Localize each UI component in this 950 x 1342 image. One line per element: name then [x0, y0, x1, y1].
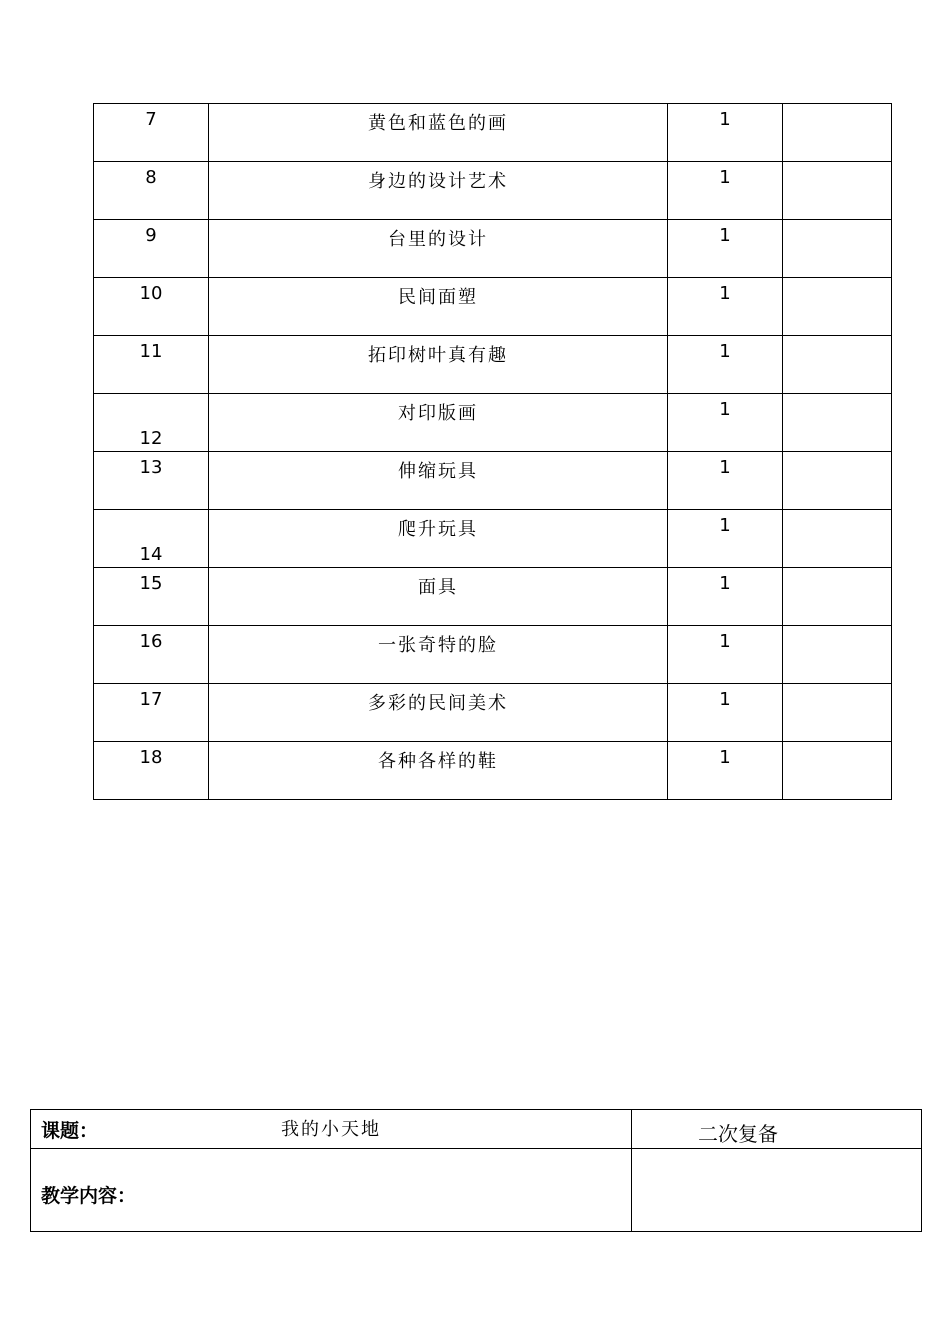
lesson-number: 11	[94, 336, 209, 394]
lesson-number: 16	[94, 626, 209, 684]
lesson-title: 拓印树叶真有趣	[209, 336, 668, 394]
lesson-hours: 1	[668, 278, 783, 336]
content-row	[31, 1149, 922, 1232]
table-row	[94, 568, 892, 626]
lesson-plan-table	[30, 1109, 922, 1232]
lesson-note	[783, 510, 892, 568]
lesson-note	[783, 742, 892, 800]
review-header-cell	[632, 1110, 922, 1149]
review-notes-cell	[632, 1149, 922, 1232]
lesson-number: 18	[94, 742, 209, 800]
table-row	[94, 394, 892, 452]
lesson-number: 7	[94, 104, 209, 162]
content-cell	[31, 1149, 632, 1232]
lesson-note	[783, 104, 892, 162]
lesson-number: 13	[94, 452, 209, 510]
teaching-content-label: 教学内容：	[41, 1185, 137, 1207]
lesson-note	[783, 394, 892, 452]
table-row	[94, 104, 892, 162]
lesson-hours: 1	[668, 742, 783, 800]
lesson-title: 多彩的民间美术	[209, 684, 668, 742]
table-row	[94, 452, 892, 510]
lesson-title: 台里的设计	[209, 220, 668, 278]
lesson-hours: 1	[668, 162, 783, 220]
lesson-number: 10	[94, 278, 209, 336]
lesson-title: 一张奇特的脸	[209, 626, 668, 684]
table-row	[94, 162, 892, 220]
topic-row	[31, 1110, 922, 1149]
lesson-note	[783, 684, 892, 742]
lesson-note	[783, 626, 892, 684]
lesson-title: 各种各样的鞋	[209, 742, 668, 800]
lesson-title: 爬升玩具	[209, 510, 668, 568]
table-row	[94, 336, 892, 394]
table-row	[94, 626, 892, 684]
lesson-title: 伸缩玩具	[209, 452, 668, 510]
topic-cell	[31, 1110, 632, 1149]
lesson-number: 14	[94, 510, 209, 568]
lesson-number: 9	[94, 220, 209, 278]
table-row	[94, 510, 892, 568]
lesson-note	[783, 278, 892, 336]
topic-value: 我的小天地	[281, 1119, 381, 1140]
lesson-number: 12	[94, 394, 209, 452]
lesson-hours: 1	[668, 452, 783, 510]
lesson-title: 面具	[209, 568, 668, 626]
table-row	[94, 220, 892, 278]
lesson-hours: 1	[668, 568, 783, 626]
lesson-note	[783, 162, 892, 220]
lesson-hours: 1	[668, 336, 783, 394]
lesson-hours: 1	[668, 104, 783, 162]
lesson-number: 8	[94, 162, 209, 220]
topic-label: 课题：	[41, 1120, 99, 1142]
lesson-number: 17	[94, 684, 209, 742]
lesson-hours: 1	[668, 626, 783, 684]
lesson-title: 身边的设计艺术	[209, 162, 668, 220]
second-review-label: 二次复备	[698, 1122, 778, 1146]
lesson-hours: 1	[668, 510, 783, 568]
lesson-title: 黄色和蓝色的画	[209, 104, 668, 162]
table-row	[94, 742, 892, 800]
table-row	[94, 278, 892, 336]
lesson-title: 对印版画	[209, 394, 668, 452]
lesson-hours: 1	[668, 684, 783, 742]
lesson-note	[783, 336, 892, 394]
lesson-note	[783, 568, 892, 626]
lesson-note	[783, 220, 892, 278]
lesson-hours: 1	[668, 394, 783, 452]
lesson-number: 15	[94, 568, 209, 626]
lesson-title: 民间面塑	[209, 278, 668, 336]
table-row	[94, 684, 892, 742]
lesson-hours: 1	[668, 220, 783, 278]
lesson-note	[783, 452, 892, 510]
lesson-schedule-table	[93, 103, 892, 800]
